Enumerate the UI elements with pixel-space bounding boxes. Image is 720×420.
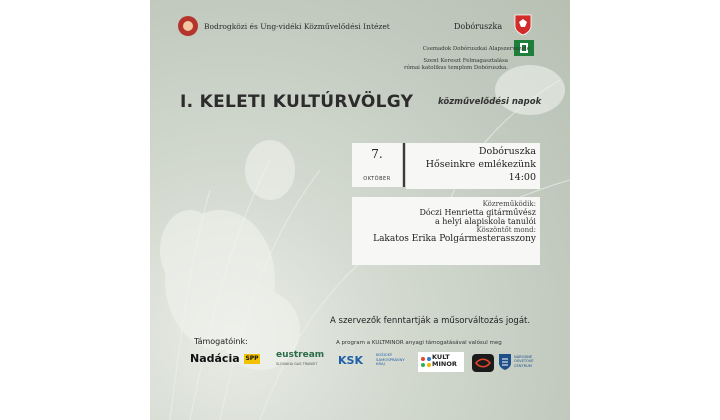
nadacia-logo: Nadácia bbox=[190, 352, 240, 365]
event-name: Hőseinkre emlékezünk bbox=[425, 159, 536, 170]
ksk-text-2: SAMOSPRÁVNY bbox=[376, 356, 405, 362]
noc-text-2: OSVETOVÉ bbox=[514, 359, 534, 364]
event-box bbox=[406, 143, 540, 189]
eustream-tagline: SLOVAKIA GAS TRANSIT bbox=[276, 362, 318, 366]
kultminor-text-1: KULT bbox=[432, 353, 450, 361]
ksk-text bbox=[376, 353, 405, 367]
event-month: OKTÓBER bbox=[363, 176, 391, 182]
ministry-logo-icon bbox=[472, 354, 494, 372]
date-box bbox=[352, 143, 402, 187]
noc-text bbox=[514, 355, 534, 368]
ministry-logo bbox=[472, 354, 494, 372]
poster bbox=[150, 0, 570, 420]
kultminor-text bbox=[432, 354, 457, 368]
church-line bbox=[404, 58, 508, 72]
organizer-line: Csemadok Dobóruszkai Alapszervezete bbox=[422, 46, 530, 52]
performer-1: Dóczi Henrietta gitárművész bbox=[419, 208, 536, 217]
church-line-2: római katolikus templom Dobóruszka. bbox=[404, 65, 508, 71]
greeting-label: Köszöntőt mond: bbox=[476, 226, 536, 234]
town-name: Dobóruszka bbox=[454, 22, 503, 31]
town-crest-icon bbox=[514, 14, 532, 36]
page-subtitle: közművelődési napok bbox=[438, 97, 542, 107]
event-day: 7. bbox=[371, 147, 383, 161]
supporters-label: Támogatóink: bbox=[194, 337, 248, 346]
noc-text-3: CENTRUM bbox=[514, 363, 532, 368]
eustream-logo: eustream bbox=[276, 350, 325, 360]
performers-label: Közreműködik: bbox=[482, 200, 536, 208]
noc-logo-icon bbox=[498, 353, 512, 371]
spp-logo: SPP bbox=[245, 355, 259, 362]
kultminor-dots-icon bbox=[420, 356, 432, 368]
kultminor-text-2: MINOR bbox=[432, 360, 457, 368]
date-divider bbox=[403, 143, 405, 187]
institute-logo-icon bbox=[178, 16, 198, 36]
change-notice: A szervezők fenntartják a műsorváltozás jogát. bbox=[330, 316, 531, 326]
church-line-1: Szent Kereszt Felmagasztalása bbox=[423, 58, 508, 64]
ksk-logo: KSK bbox=[338, 354, 363, 367]
institute-header bbox=[178, 16, 390, 36]
ksk-text-3: KRAJ bbox=[376, 361, 385, 367]
grant-note: A program a KULTMINOR anyagi támogatásával valósul meg bbox=[336, 340, 502, 346]
ksk-text-1: KOŠICKÝ bbox=[376, 352, 393, 357]
greeting-speaker: Lakatos Erika Polgármesterasszony bbox=[373, 234, 536, 244]
event-place: Dobóruszka bbox=[478, 146, 536, 157]
event-time: 14:00 bbox=[508, 172, 536, 183]
page-title: I. KELETI KULTÚRVÖLGY bbox=[180, 92, 414, 112]
noc-text-1: NÁRODNÉ bbox=[514, 355, 533, 359]
institute-name: Bodrogközi és Ung-vidéki Közművelődési Intézet bbox=[204, 21, 390, 31]
performer-2: a helyi alapiskola tanulói bbox=[434, 217, 536, 226]
performers-box bbox=[352, 197, 540, 265]
